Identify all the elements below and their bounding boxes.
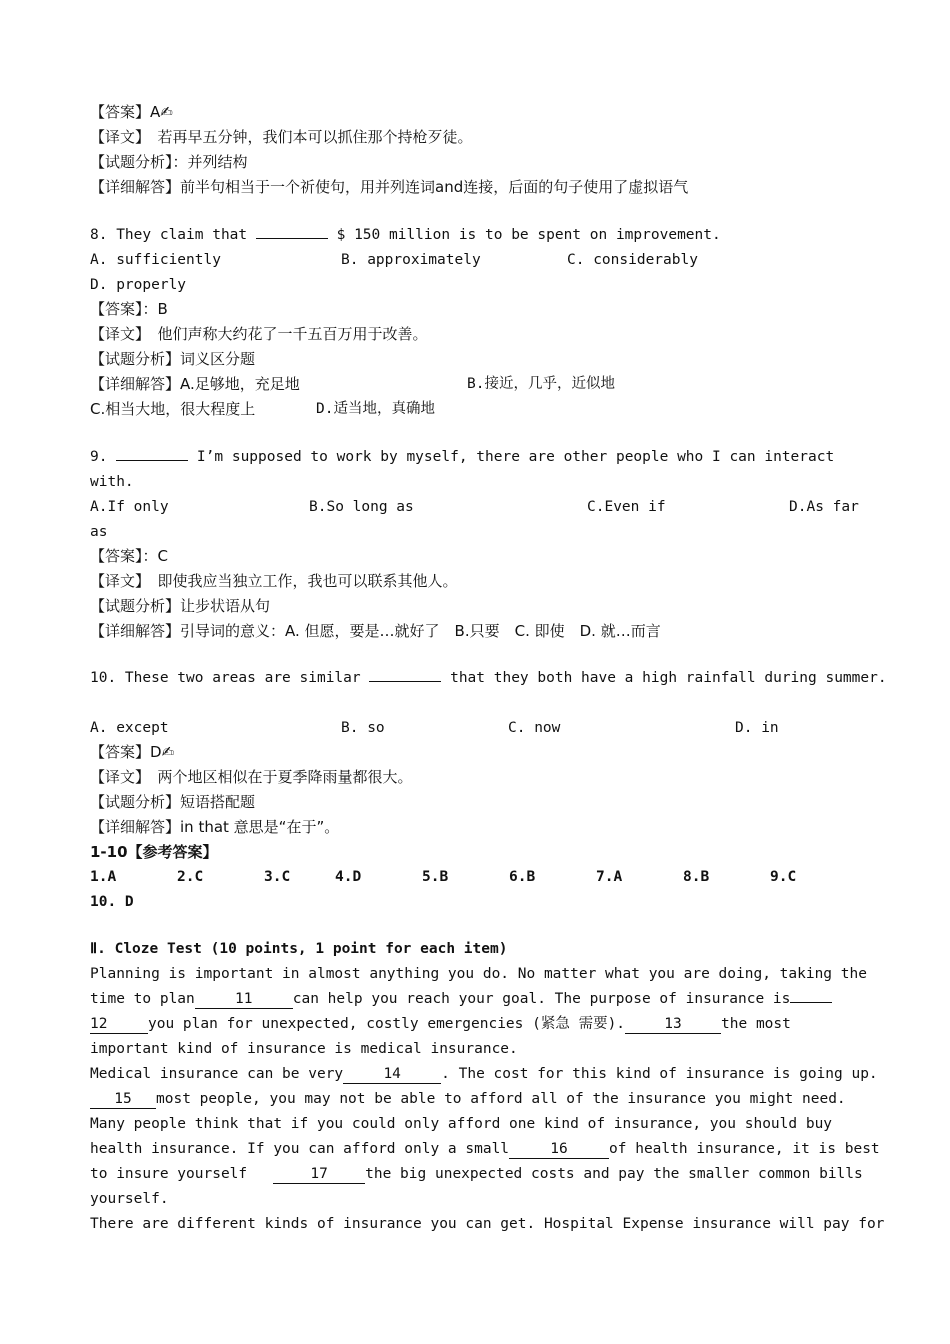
q8-detail-b: B.接近，几乎，近似地 <box>467 376 615 392</box>
answer-blank <box>116 460 188 461</box>
q10-option-b: B. so <box>341 720 385 736</box>
q10-detail: 【详细解答】in that 意思是“在于”。 <box>90 818 340 836</box>
reference-answer: 6.B <box>509 869 536 885</box>
reference-answer-last: 10. D <box>90 894 134 910</box>
reference-answer: 9.C <box>770 869 797 885</box>
answer-blank <box>256 238 328 239</box>
q9-option-a: A.If only <box>90 499 169 515</box>
reference-answer: 7.A <box>596 869 623 885</box>
q9-stem-line2: with. <box>90 474 134 490</box>
q10-analysis: 【试题分析】短语搭配题 <box>90 793 256 811</box>
cloze-line: Many people think that if you could only afford one kind of insurance, you should buy <box>90 1116 833 1132</box>
q9-detail: 【详细解答】引导词的意义：A. 但愿，要是…就好了 B.只要 C. 即使 D. 就…而言 <box>90 622 661 640</box>
q10-translation: 【译文】 两个地区相似在于夏季降雨量都很大。 <box>90 768 413 786</box>
cloze-blank-12: 12 <box>90 1015 148 1034</box>
q8-stem: 8. They claim that $ 150 million is to be spent on improvement. <box>90 227 721 243</box>
cloze-blank-15: 15 <box>90 1090 156 1109</box>
answer-blank <box>369 681 441 682</box>
q8-detail-c: C.相当大地，很大程度上 <box>90 400 256 418</box>
reference-title: 1-10【参考答案】 <box>90 843 218 861</box>
cloze-line: 12 you plan for unexpected, costly emergencies (紧急 需要). 13 the most <box>90 1016 791 1032</box>
cloze-line: yourself. <box>90 1191 169 1207</box>
cloze-line: to insure yourself 17 the big unexpected costs and pay the smaller common bills <box>90 1166 863 1182</box>
q9-option-d: D.As far <box>789 499 859 515</box>
reference-answer: 2.C <box>177 869 204 885</box>
cloze-blank-12-start <box>790 1002 832 1003</box>
q8-translation: 【译文】 他们声称大约花了一千五百万用于改善。 <box>90 325 428 343</box>
q8-option-c: C. considerably <box>567 252 698 268</box>
q10-stem: 10. These two areas are similar that they both have a high rainfall during summer. <box>90 670 887 686</box>
cloze-line: 15 most people, you may not be able to afford all of the insurance you might need. <box>90 1089 846 1109</box>
q10-answer: 【答案】D✍ <box>90 743 175 761</box>
q8-detail-a: 【详细解答】A.足够地，充足地 <box>90 375 300 393</box>
q9-option-d-wrap: as <box>90 524 108 540</box>
reference-answer: 8.B <box>683 869 710 885</box>
q7-detail: 【详细解答】前半句相当于一个祈使句，用并列连词and连接，后面的句子使用了虚拟语气 <box>90 178 689 196</box>
q9-option-b: B.So long as <box>309 499 414 515</box>
cloze-blank-11: 11 <box>195 990 293 1009</box>
cloze-line: important kind of insurance is medical insurance. <box>90 1041 518 1057</box>
reference-answer: 3.C <box>264 869 291 885</box>
q9-translation: 【译文】 即使我应当独立工作，我也可以联系其他人。 <box>90 572 458 590</box>
q8-option-d: D. properly <box>90 277 187 293</box>
pen-icon: ✍ <box>160 103 173 121</box>
q8-analysis: 【试题分析】词义区分题 <box>90 350 256 368</box>
cloze-line: Planning is important in almost anything you do. No matter what you are doing, taking the <box>90 966 867 982</box>
cloze-blank-17: 17 <box>273 1165 365 1184</box>
reference-answer: 5.B <box>422 869 449 885</box>
cloze-blank-14: 14 <box>343 1065 441 1084</box>
q10-option-d: D. in <box>735 720 779 736</box>
q10-option-a: A. except <box>90 720 169 736</box>
q8-answer: 【答案】：B <box>90 300 168 318</box>
pen-icon: ✍ <box>161 743 175 761</box>
cloze-line: Medical insurance can be very 14 . The cost for this kind of insurance is going up. <box>90 1066 878 1082</box>
cloze-blank-16: 16 <box>509 1140 609 1159</box>
q9-answer: 【答案】：C <box>90 547 168 565</box>
q8-detail-d: D.适当地，真确地 <box>316 401 435 417</box>
q9-option-c: C.Even if <box>587 499 666 515</box>
q7-translation: 【译文】 若再早五分钟，我们本可以抓住那个持枪歹徒。 <box>90 128 473 146</box>
cloze-line: time to plan 11 can help you reach your goal. The purpose of insurance is <box>90 989 832 1009</box>
q7-answer: 【答案】A✍ <box>90 103 173 121</box>
q8-option-b: B. approximately <box>341 252 481 268</box>
cloze-blank-13: 13 <box>625 1015 721 1034</box>
cloze-line: health insurance. If you can afford only a small 16 of health insurance, it is best <box>90 1141 880 1157</box>
reference-answer: 4.D <box>335 869 362 885</box>
q10-option-c: C. now <box>508 720 561 736</box>
q8-option-a: A. sufficiently <box>90 252 221 268</box>
q9-stem: 9. I’m supposed to work by myself, there are other people who I can interact <box>90 449 835 465</box>
q9-analysis: 【试题分析】让步状语从句 <box>90 597 271 615</box>
cloze-line: There are different kinds of insurance you can get. Hospital Expense insurance will pay for <box>90 1216 885 1232</box>
cloze-heading: Ⅱ. Cloze Test (10 points, 1 point for each item) <box>90 941 508 957</box>
reference-answer: 1.A <box>90 869 117 885</box>
q7-analysis: 【试题分析】：并列结构 <box>90 153 248 171</box>
